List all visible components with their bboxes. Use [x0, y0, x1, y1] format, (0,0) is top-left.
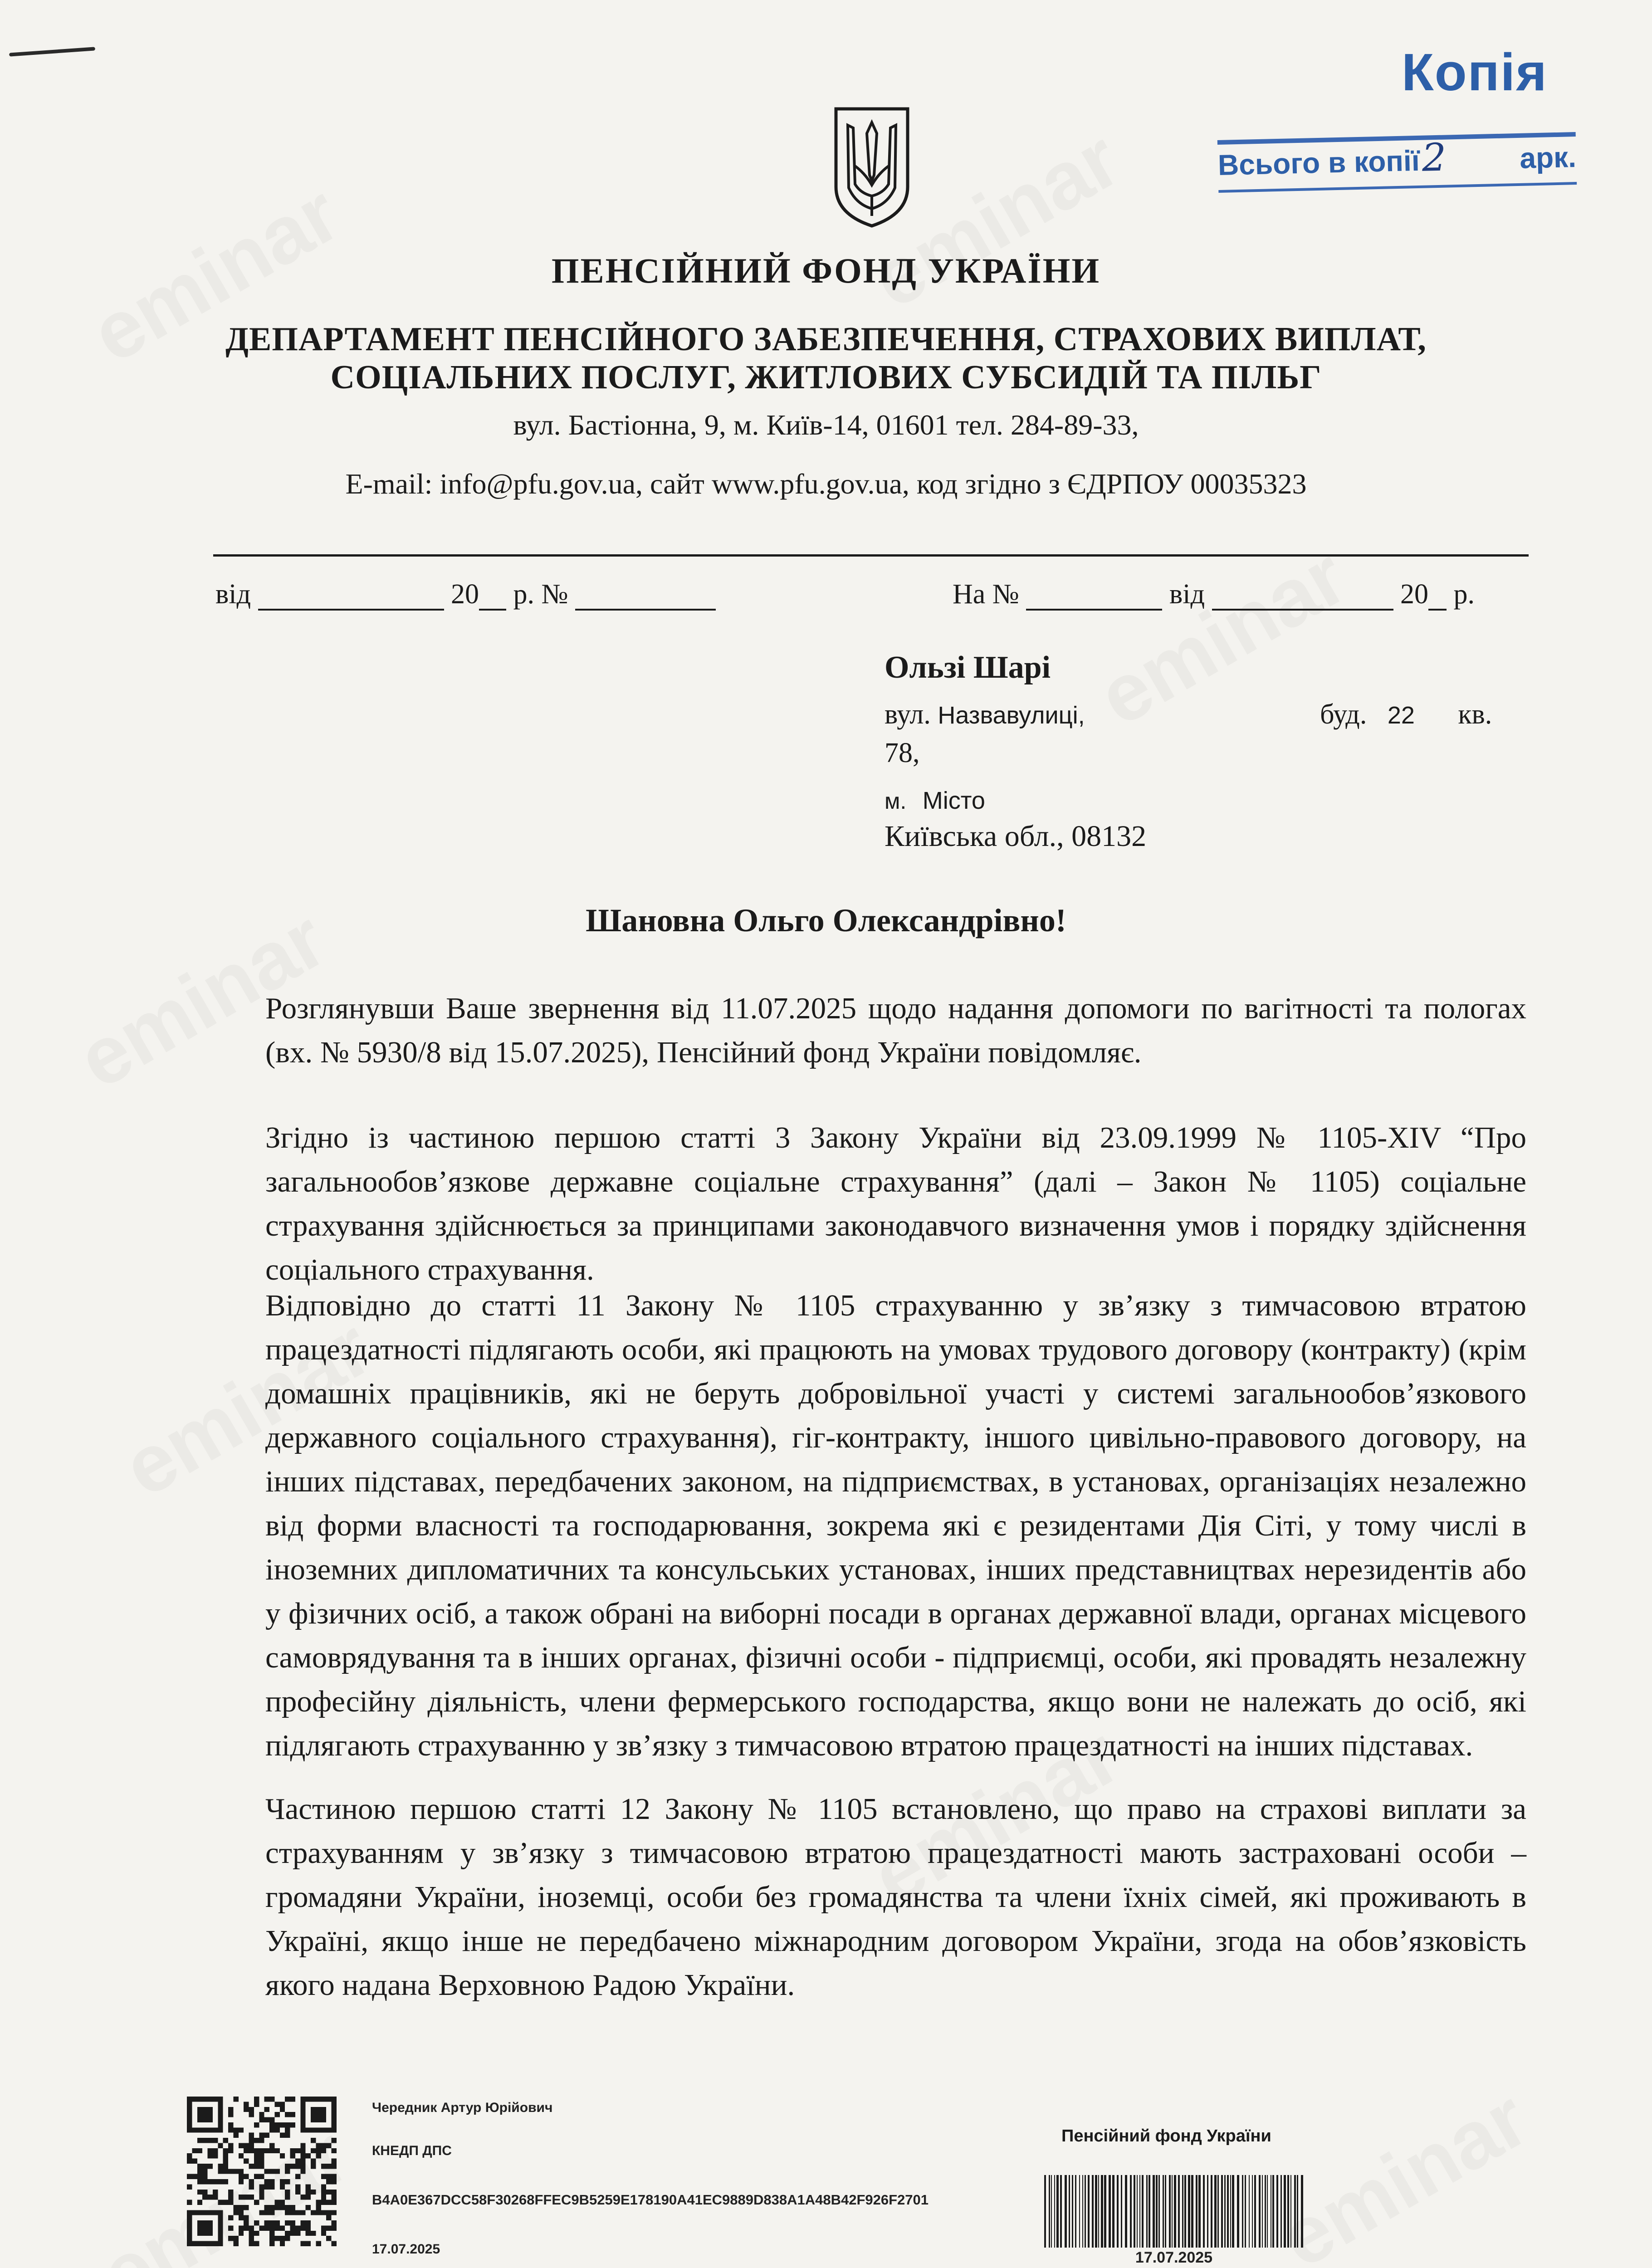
pages-stamp-count: 2	[1421, 135, 1447, 180]
signer-name: Чередник Артур Юрійович	[372, 2100, 553, 2115]
ref-date-blank2	[1212, 583, 1393, 611]
ref-year-suffix2: р.	[1453, 579, 1475, 610]
ref-from-label2: від	[1169, 579, 1205, 610]
department-title-line1: ДЕПАРТАМЕНТ ПЕНСІЙНОГО ЗАБЕЗПЕЧЕННЯ, СТРАХОВИХ ВИПЛАТ,	[225, 321, 1427, 358]
ref-on-blank	[1026, 583, 1162, 611]
ref-year-label2: 20	[1400, 579, 1428, 610]
watermark-text	[1265, 2071, 1544, 2268]
cert-issuer: КНЕДП ДПС	[372, 2143, 452, 2158]
addressee-region: Київська обл., 08132	[885, 820, 1147, 853]
ref-from-label: від	[215, 579, 251, 610]
body-paragraph	[193, 1116, 1526, 1292]
paragraph-text: Розглянувши Ваше звернення від 11.07.2025 щодо надання допомоги по вагітності та пологах (вх. № 5930/8 від 15.07.2025), Пенсійний фонд України повідомляє.	[265, 992, 1526, 1069]
registration-org: Пенсійний фонд України	[1061, 2126, 1271, 2146]
department-contacts: E-mail: info@pfu.gov.ua, сайт www.pfu.gov.ua, код згідно з ЄДРПОУ 00035323	[345, 468, 1307, 500]
copy-stamp: Копія	[1402, 43, 1548, 102]
street-prefix: вул.	[885, 699, 931, 730]
street-value: Назвавулиці,	[938, 702, 1085, 729]
addressee-city	[885, 784, 985, 816]
coat-of-arms-icon	[833, 107, 910, 228]
qr-code-icon	[187, 2097, 337, 2246]
apt-label: кв.	[1458, 699, 1492, 730]
body-paragraph	[193, 1787, 1526, 2007]
addressee-street	[885, 699, 1085, 731]
city-value: Місто	[922, 787, 985, 814]
incoming-reference	[953, 578, 1475, 611]
signature-date: 17.07.2025	[372, 2242, 440, 2257]
salutation: Шановна Ольго Олександрівно!	[586, 902, 1066, 938]
house-value: 22	[1387, 702, 1415, 729]
city-prefix: м.	[885, 788, 907, 814]
barcode-icon	[1042, 2175, 1305, 2248]
paragraph-text: Згідно із частиною першою статті 3 Закону України від 23.09.1999 № 1105-XIV “Про загальнообов’язкове державне соціальне страхування” (далі – Закон № 1105) соціальне страхування здійснюється за принципами законодавчого визначення умов і порядку здійснення соціального страхування.	[265, 1121, 1526, 1286]
pages-stamp-suffix: арк.	[1519, 141, 1577, 175]
department-title-line2: СОЦІАЛЬНИХ ПОСЛУГ, ЖИТЛОВИХ СУБСИДІЙ ТА ПІЛЬГ	[330, 359, 1322, 396]
paragraph-text: Частиною першою статті 12 Закону № 1105 встановлено, що право на страхові виплати за страхуванням у зв’язку з тимчасовою втратою працездатності мають застраховані особи – громадяни України, іноземці, особи без громадянства та члени їхніх сімей, які проживають в Україні, якщо інше не передбачено міжнародним договором України, згода на обов’язковість якого надана Верховною Радою України.	[265, 1792, 1526, 2002]
registration-date: 17.07.2025	[1135, 2249, 1213, 2266]
pages-stamp	[1217, 132, 1577, 193]
ref-date-blank	[258, 583, 444, 611]
body-paragraph	[193, 987, 1526, 1075]
addressee-house	[1320, 699, 1492, 731]
ref-year-label: 20	[451, 579, 479, 610]
pages-stamp-prefix: Всього в копії	[1217, 144, 1420, 181]
addressee-name: Ользі Шарі	[885, 650, 1051, 685]
paragraph-text: Відповідно до статті 11 Закону № 1105 страхуванню у зв’язку з тимчасовою втратою працездатності підлягають особи, які працюють на умовах трудового договору (контракту) (крім домашніх працівників, які не беруть добровільної участі у системі загальнообов’язкового державного соціального страхування), гіг-контракту, іншого цивільно-правового договору, на інших підставах, передбачених законом, на підприємствах, в установах, організаціях незалежно від форми власності та господарювання, зокрема які є резидентами Дія Сіті, у тому числі в іноземних дипломатичних та консульських установах, інших представництвах нерезидентів або у фізичних осіб, а також обрані на виборні посади в органах державної влади, органах місцевого самоврядування та в інших органах, фізичні особи - підприємці, особи, які провадять незалежну професійну діяльність, члени фермерського господарства, якщо вони не належать до осіб, які підлягають страхуванню у зв’язку з тимчасовою втратою працездатності на інших підставах.	[265, 1289, 1526, 1762]
department-address: вул. Бастіонна, 9, м. Київ-14, 01601 тел. 284-89-33,	[513, 409, 1139, 441]
organization-title: ПЕНСІЙНИЙ ФОНД УКРАЇНИ	[551, 251, 1101, 290]
addressee-apt: 78,	[885, 738, 920, 768]
ref-on-label: На №	[953, 579, 1019, 610]
ref-number-blank	[575, 583, 716, 611]
body-paragraph	[193, 1284, 1526, 1768]
header-divider	[213, 554, 1529, 557]
signature-hash: B4A0E367DCC58F30268FFEC9B5259E178190A41EC9889D838A1A48B42F926F2701	[372, 2192, 929, 2208]
pen-mark	[9, 47, 95, 56]
outgoing-reference	[215, 578, 716, 611]
ref-year-blank2	[1428, 583, 1447, 611]
ref-number-label: р. №	[513, 579, 568, 610]
ref-year-blank	[479, 583, 506, 611]
house-label: буд.	[1320, 699, 1367, 730]
